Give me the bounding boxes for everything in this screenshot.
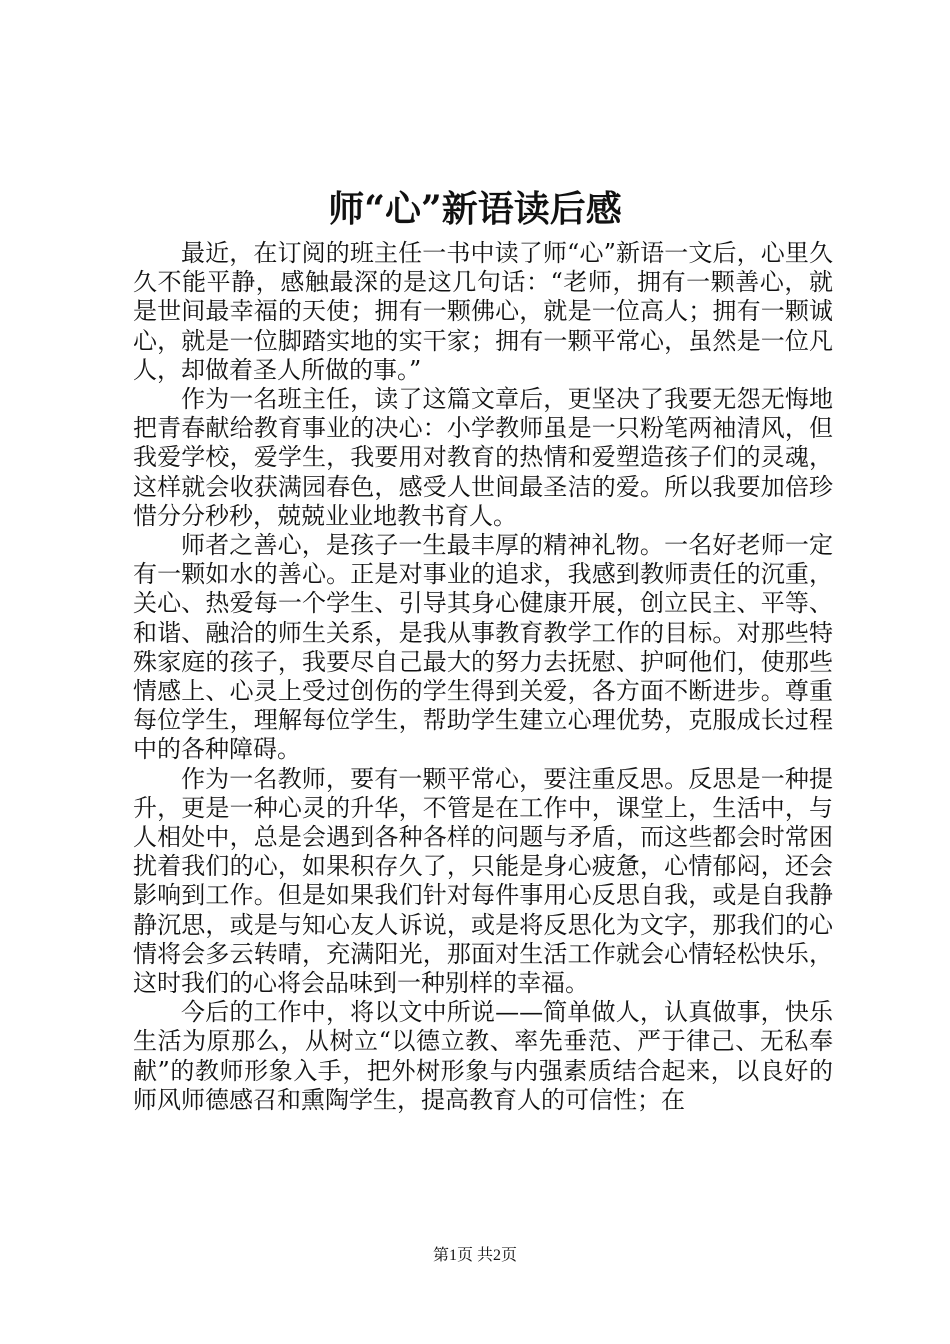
page-number-footer: 第1页 共2页 xyxy=(432,1247,517,1264)
paragraph: 最近，在订阅的班主任一书中读了师“心”新语一文后，心里久久不能平静，感触最深的是这几句话：“老师，拥有一颗善心，就是世间最幸福的天使；拥有一颗佛心，就是一位高人；拥有一颗诚心，就是一位脚踏实地的实干家；拥有一颗平常心，虽然是一位凡人，却做着圣人所做的事。” xyxy=(133,239,833,384)
document-title: 师“心”新语读后感 xyxy=(328,188,622,230)
paragraph: 作为一名教师，要有一颗平常心，要注重反思。反思是一种提升，更是一种心灵的升华，不管是在工作中，课堂上，生活中，与人相处中，总是会遇到各种各样的问题与矛盾，而这些都会时常困扰着我们的心，如果积存久了，只能是身心疲惫，心情郁闷，还会影响到工作。但是如果我们针对每件事用心反思自我，或是自我静静沉思，或是与知心友人诉说，或是将反思化为文字，那我们的心情将会多云转晴，充满阳光，那面对生活工作就会心情轻松快乐，这时我们的心将会品味到一种别样的幸福。 xyxy=(133,764,833,998)
paragraph: 师者之善心，是孩子一生最丰厚的精神礼物。一名好老师一定有一颗如水的善心。正是对事业的追求，我感到教师责任的沉重，关心、热爱每一个学生、引导其身心健康开展，创立民主、平等、和谐、融洽的师生关系，是我从事教育教学工作的目标。对那些特殊家庭的孩子，我要尽自己最大的努力去抚慰、护呵他们，使那些情感上、心灵上受过创伤的学生得到关爱，各方面不断进步。尊重每位学生，理解每位学生，帮助学生建立心理优势，克服成长过程中的各种障碍。 xyxy=(133,531,833,764)
document-body xyxy=(133,239,833,1115)
paragraph: 作为一名班主任，读了这篇文章后，更坚决了我要无怨无悔地把青春献给教育事业的决心：小学教师虽是一只粉笔两袖清风，但我爱学校，爱学生，我要用对教育的热情和爱塑造孩子们的灵魂，这样就会收获满园春色，感受人世间最圣洁的爱。所以我要加倍珍惜分分秒秒，兢兢业业地教书育人。 xyxy=(133,385,833,530)
paragraph: 今后的工作中，将以文中所说——简单做人，认真做事，快乐生活为原那么，从树立“以德立教、率先垂范、严于律己、无私奉献”的教师形象入手，把外树形象与内强素质结合起来，以良好的师风师德感召和熏陶学生，提高教育人的可信性；在 xyxy=(133,998,833,1114)
